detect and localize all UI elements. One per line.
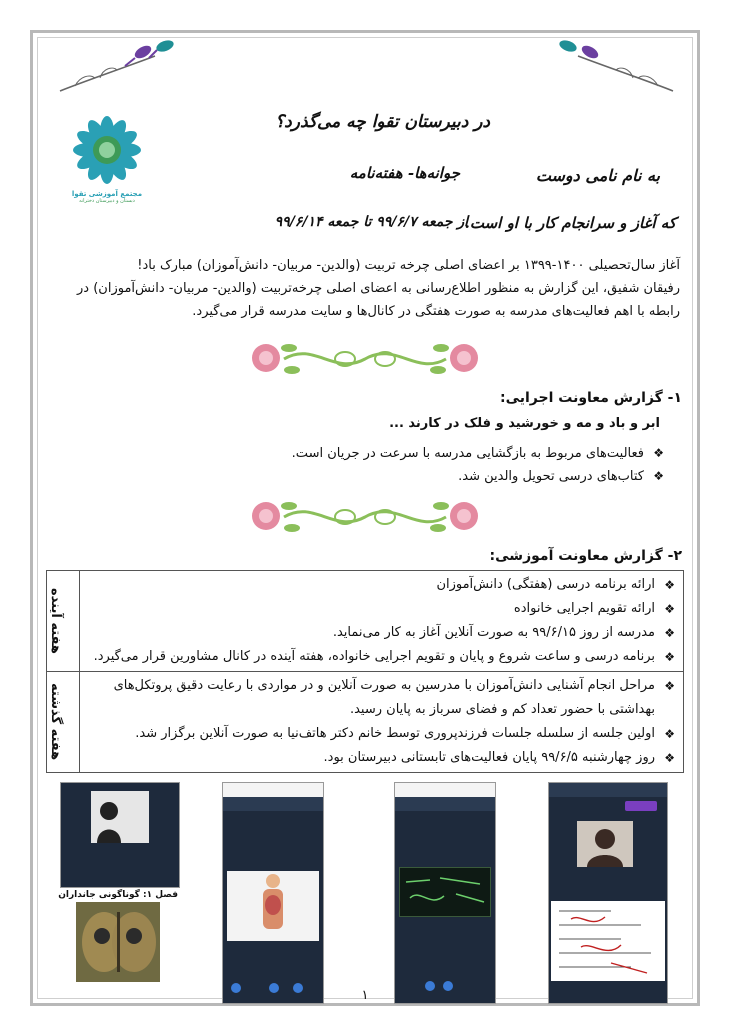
- butterfly-icon: [76, 902, 160, 982]
- teacher-video: [91, 791, 149, 843]
- screenshot-whiteboard: [394, 782, 496, 1004]
- list-item: ❖ اولین جلسه از سلسله جلسات فرزندپروری توسط خانم دکتر هاتف‌نیا به صورت آنلاین برگزار شد.: [86, 722, 677, 746]
- school-logo: [68, 114, 146, 210]
- anatomy-image: [227, 871, 319, 941]
- table-row: [47, 571, 684, 672]
- math-notes-icon: [551, 901, 665, 981]
- list-item: ❖ فعالیت‌های مربوط به بازگشایی مدرسه با سرعت در جریان است.: [200, 442, 666, 465]
- flower-divider-icon: [244, 336, 486, 382]
- past-week-list: [86, 674, 677, 770]
- app-header: [395, 797, 495, 811]
- newsletter-title: جوانه‌ها- هفته‌نامه: [349, 164, 460, 182]
- logo-subtext: دبستان و دبیرستان دخترانه: [79, 198, 135, 204]
- screenshot-slide: [60, 782, 178, 990]
- list-item: ❖ برنامه درسی و ساعت شروع و پایان و تقویم اجرایی خانواده، هفته آینده در کانال مشاورین قرار می‌گیرد.: [86, 645, 677, 669]
- section1-subheading: ابر و باد و مه و خورشید و فلک در کارند ...: [389, 416, 660, 431]
- user-tag: [625, 801, 657, 811]
- list-item: ❖ مراحل انجام آشنایی دانش‌آموزان با مدرسین به صورت آنلاین و در مواردی با رعایت دقیق پروتکل‌های بهداشتی با حضور تعداد کم و فضای سرباز به پایان رسید.: [86, 674, 677, 722]
- flower-divider-icon: [244, 494, 486, 540]
- app-header: [549, 783, 667, 797]
- section1-heading: ۱- گزارش معاونت اجرایی:: [499, 390, 682, 406]
- past-week-cell: [80, 672, 684, 773]
- weekly-table: [46, 570, 684, 773]
- logo-text: مجتمع آموزشی تقوا: [71, 190, 143, 198]
- screenshot-math-lesson: [548, 782, 668, 1004]
- past-week-label: هفته گذشته: [48, 683, 63, 761]
- lotus-logo-icon: [68, 114, 146, 186]
- mic-button[interactable]: [231, 983, 241, 993]
- next-week-label-cell: [47, 571, 80, 672]
- whiteboard-area: [399, 867, 491, 917]
- bird-branch-left-icon: [55, 36, 185, 98]
- camera-button[interactable]: [269, 983, 279, 993]
- section2-heading: ۲- گزارش معاونت آموزشی:: [489, 548, 682, 564]
- section1-list: [200, 442, 666, 488]
- next-week-label: هفته آینده: [48, 588, 63, 654]
- browser-bar: [223, 783, 323, 797]
- teacher-video: [577, 821, 633, 867]
- app-header: [223, 797, 323, 811]
- list-item: ❖ مدرسه از روز ۹۹/۶/۱۵ به صورت آنلاین آغاز به کار می‌نماید.: [86, 621, 677, 645]
- list-item: ❖ کتاب‌های درسی تحویل والدین شد.: [200, 465, 666, 488]
- question-title: در دبیرستان تقوا چه می‌گذرد؟: [275, 112, 490, 132]
- in-name-title: به نام نامی دوست: [535, 166, 660, 185]
- chat-button[interactable]: [293, 983, 303, 993]
- camera-button[interactable]: [443, 981, 453, 991]
- next-week-list: [86, 573, 677, 669]
- date-range: از جمعه ۹۹/۶/۷ تا جمعه ۹۹/۶/۱۴: [274, 214, 468, 230]
- person-icon: [577, 821, 633, 867]
- motto-text: که آغاز و سرانجام کار با او است.: [464, 214, 676, 232]
- intro-line-1: آغاز سال‌تحصیلی ۱۴۰۰-۱۳۹۹ بر اعضای اصلی چرخه تربیت (والدین- مربیان- دانش‌آموزان) مبارک باد!: [137, 258, 680, 273]
- human-body-icon: [227, 871, 319, 941]
- table-row: [47, 672, 684, 773]
- list-item: ❖ ارائه برنامه درسی (هفتگی) دانش‌آموزان: [86, 573, 677, 597]
- page-number: ۱: [361, 988, 369, 1003]
- next-week-cell: [80, 571, 684, 672]
- browser-bar: [395, 783, 495, 797]
- mic-button[interactable]: [425, 981, 435, 991]
- math-worksheet: [551, 901, 665, 981]
- list-item: ❖ ارائه تقویم اجرایی خانواده: [86, 597, 677, 621]
- intro-line-2: رفیقان شفیق، این گزارش به منظور اطلاع‌رسانی به اعضای اصلی چرخه‌تربیت (والدین- مربیان- دانش‌آموزان) در رابطه با اهم فعالیت‌های مدرسه به صورت هفتگی در کانال‌ها و سایت مدرسه قرار می‌گیرد.: [77, 281, 680, 319]
- list-item: ❖ روز چهارشنبه ۹۹/۶/۵ پایان فعالیت‌های تابستانی دبیرستان بود.: [86, 746, 677, 770]
- bird-branch-right-icon: [548, 36, 678, 98]
- slide-title: فصل ۱: گوناگونی جانداران: [58, 890, 178, 900]
- past-week-label-cell: [47, 672, 80, 773]
- butterfly-photo: [76, 902, 160, 982]
- person-icon: [91, 791, 149, 843]
- handwriting-icon: [400, 868, 490, 914]
- intro-paragraph: [52, 254, 680, 323]
- video-call-frame: [60, 782, 180, 888]
- screenshot-biology: [222, 782, 324, 1004]
